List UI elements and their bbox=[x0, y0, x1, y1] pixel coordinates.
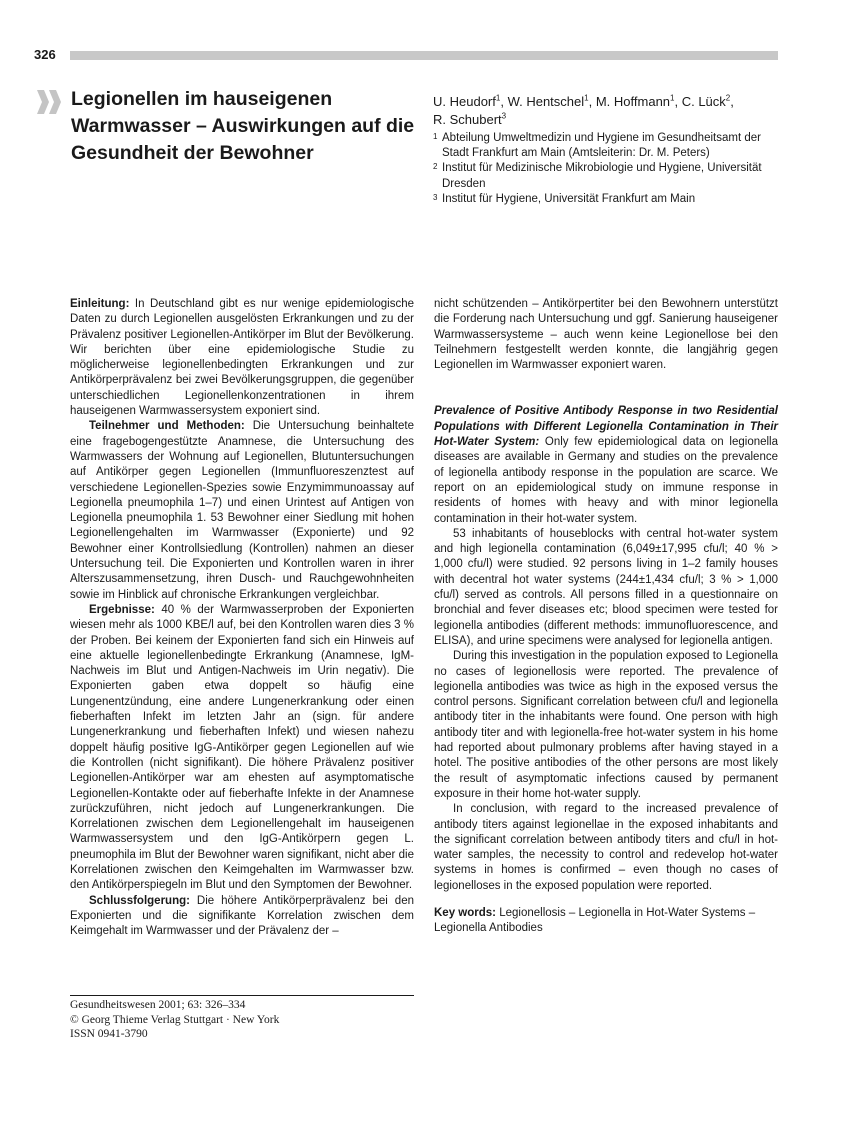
ergebnisse-paragraph: Ergebnisse: 40 % der Warmwasserproben der Exponierten wiesen mehr als 1000 KBE/l auf, bei den Kontrollen waren dies 3 % der Proben. Bei keinem der Exponierten fand sich ein Hinweis auf eine aktuelle legionellenbedingte Erkrankung (Anamnese, IgM-Nachweis im Blut und Antigen-Nachweis im Urin negativ). Die Exponierten gaben etwa doppelt so häufig eine Lungenentzündung, eine andere Lungenerkrankung oder einen fieberhaften Infekt im letzten Jahr an (sign. für andere Lungenerkrankung und fieberhaften Infekt) und wiesen nahezu doppelt häufig positive IgG-Antikörper gegen Legionellen auf wie die Kontrollen (nicht signifikant). Die höhere Prävalenz positiver Legionellen-Antikörper war am ehesten auf asymptomatische Legionellen-Kontakte oder auf fieberhafte Infekte in der Anamnese zurückzuführen, nicht jedoch auf Lungenerkrankungen. Die Korrelationen zwischen dem Legionellengehalt im hauseigenen Warmwassersystem und den IgG-Antikörpern gegen L. pneumophila im Blut der Bewohner waren signifikant, nicht aber die Korrelationen zwischen den Keimgehalten im Warmwasser bzw. den Antikörperspiegeln im Blut und den Symptomen der Bewohner. bbox=[70, 603, 414, 892]
affiliation: 1 Abteilung Umweltmedizin und Hygiene im Gesundheitsamt der Stadt Frankfurt am Main (Amtsleiterin: Dr. M. Peters) bbox=[433, 132, 761, 160]
abstract-german bbox=[70, 297, 414, 939]
keywords: Key words: Legionellosis – Legionella in Hot-Water Systems – Legionella Antibodies bbox=[434, 906, 756, 935]
keywords-spacer bbox=[434, 894, 778, 906]
english-results-paragraph: During this investigation in the population exposed to Legionella no cases of legionellosis were reported. The prevalence of legionella antibodies was twice as high in the exposed versus the control persons. Significant correlation between cfu/l and legionella antibody titer in the inhabitants were found. One person with high antibody titer and with legionella-free hot-water system in his home had reported about pulmonary problems after having stayed in a hotel. The positive antibodies of the other persons are most likely the result of asymptomatic infections caused by permanent exposure in their home hot-water supply. bbox=[434, 650, 778, 800]
methoden-paragraph: Teilnehmer und Methoden: Die Untersuchung beinhaltete eine fragebogengestützte Anamnese, die Untersuchung des Warmwassers der Wohnung auf Legionellen, Blutuntersuchungen auf Antikörper gegen Legionellen (Immunfluoreszenztest auf verschiedene Legionellen-Spezies sowie Enzymimmunoassay auf Legionella pneumophila 1–7) und einen Urintest auf Antigen von Legionella pneumophila 1. 53 Bewohner einer Siedlung mit hohen Legionellengehalten im Warmwasser (Exponierte) und 92 Bewohner einer Kontrollsiedlung (Kontrollen) nahmen an dieser Untersuchung teil. Die Exponierten und Kontrollen waren in ihrer Alterszusammensetzung, ihren Dusch- und Rauchgewohnheiten sowie im Hinblick auf chronische Erkrankungen vergleichbar. bbox=[70, 420, 414, 601]
affiliation: 2 Institut für Medizinische Mikrobiologie und Hygiene, Universität Dresden bbox=[433, 162, 762, 190]
continuation-spacer bbox=[434, 373, 778, 404]
affiliation-list bbox=[433, 131, 778, 207]
author: R. Schubert$^3$ bbox=[433, 111, 507, 127]
footer-rule bbox=[70, 995, 414, 996]
english-methods-paragraph: 53 inhabitants of houseblocks with central hot-water system and high legionella contamination (6,049±17,995 cfu/l; 40 % > 1,000 cfu/l) were studied. 92 persons living in 1–2 family houses with decentral hot water systems (244±1,434 cfu/l; 3 % > 1,000 cfu/l) served as controls. All persons filled in a questionnaire on bronchial and fever diseases etc; blood specimen were tested for legionella antibodies (different methods: immunofluorescence, and ELISA), and urine specimens were analysed for legionella antigen. bbox=[434, 527, 778, 647]
author: M. Hoffmann$^1$, bbox=[595, 93, 682, 109]
schlussfolgerung-paragraph: Schlussfolgerung: Die höhere Antikörperprävalenz bei den Exponierten und die signifikante Korrelation zwischen dem Keimgehalt im Warmwasser und der Prävalenz der – bbox=[70, 894, 414, 938]
author: W. Hentschel$^1$, bbox=[507, 93, 596, 109]
author: C. Lück$^2$, bbox=[681, 93, 734, 109]
footer-citation bbox=[70, 998, 414, 1042]
issn-line: ISSN 0941-3790 bbox=[70, 1028, 148, 1040]
chevron-marker-icon bbox=[36, 90, 64, 114]
author: U. Heudorf$^1$, bbox=[433, 93, 508, 109]
english-conclusion-paragraph: In conclusion, with regard to the increased prevalence of antibody titers against legionellae in the exposed inhabitants and the significant correlation between antibody titers and cfu/l in hot-water samples, the necessity to control and redevelop hot-water systems in homes is confirmed – even though no cases of legionelloses in the exposed population were reported. bbox=[434, 803, 778, 892]
author-list bbox=[433, 93, 778, 129]
journal-citation: Gesundheitswesen 2001; 63: 326–334 bbox=[70, 999, 246, 1011]
schlussfolgerung-continuation: nicht schützenden – Antikörpertiter bei den Bewohnern unterstützt die Forderung nach Untersuchung und ggf. Sanierung hauseigener Warmwassersysteme – auch wenn keine Legionellose bei den Teilnehmern festgestellt werden konnte, die langjährig gegen Legionellen im Warmwasser exponiert waren. bbox=[434, 298, 778, 372]
affiliation: 3 Institut für Hygiene, Universität Frankfurt am Main bbox=[433, 192, 696, 205]
abstract-english bbox=[434, 297, 778, 937]
english-intro-paragraph: Prevalence of Positive Antibody Response in two Residential Populations with Different Legionella Contamination in Their Hot-Water System: Only few epidemiological data on legionella diseases are available in Germany and studies on the prevalence of legionella antibody response in the population are scarce. We report on an epidemiological study on immune response in residents of homes with heavy and with minor legionella contamination in their hot-water system. bbox=[434, 405, 779, 525]
article-title: Legionellen im hauseigenen Warmwasser – Auswirkungen auf die Gesundheit der Bewohner bbox=[71, 88, 415, 164]
einleitung-paragraph: Einleitung: In Deutschland gibt es nur wenige epidemiologische Daten zu durch Legionellen ausgelösten Erkrankungen und zu der Prävalenz positiver Legionellen-Antikörper im Blut der Bevölkerung. Wir berichten über eine epidemiologische Studie zu möglicherweise legionellenbedingten Erkrankungen und zur Antikörperprävalenz bei zwei Bevölkerungsgruppen, die gegenüber unterschiedlichen Legionellenkonzentrationen in ihrem hauseigenen Warmwassersystem exponiert sind. bbox=[70, 298, 414, 418]
publisher-line: © Georg Thieme Verlag Stuttgart · New York bbox=[70, 1013, 280, 1026]
header-rule bbox=[70, 51, 778, 60]
page-number: 326 bbox=[34, 47, 56, 62]
